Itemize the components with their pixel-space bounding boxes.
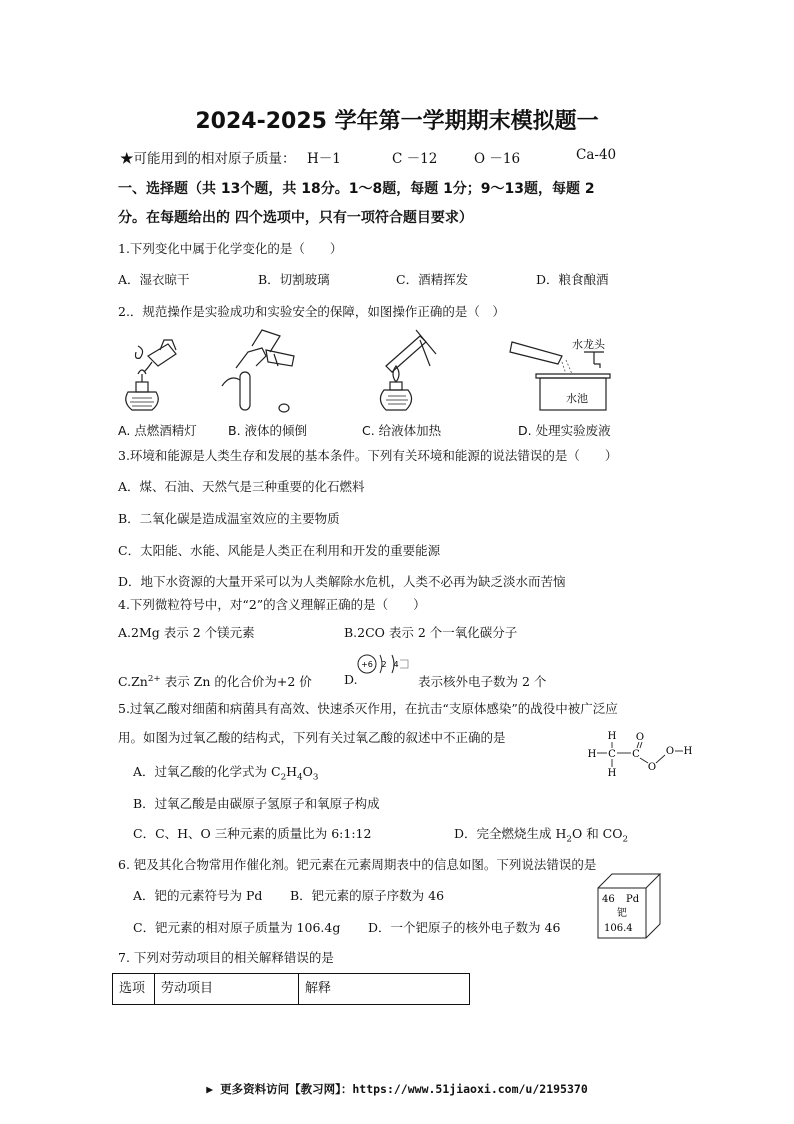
- q2-stem: 2.．规范操作是实验成功和实验安全的保障，如图操作正确的是（ ）: [118, 304, 505, 319]
- palladium-element-cell: [596, 872, 666, 940]
- peracetic-acid-structure: [586, 730, 726, 780]
- q5-option-d: D．完全燃烧生成 $H_2O$ 和 $CO_2$: [454, 826, 629, 845]
- q5-option-a: A．过氧乙酸的化学式为 $C_2H_4O_3$: [133, 764, 319, 783]
- q4-option-c: $C.Zn^{2+}$ 表示 Zn 的化合价为+2 价: [118, 673, 312, 689]
- q7-header-explanation: 解释: [305, 981, 332, 996]
- element-name: 钯: [617, 908, 627, 919]
- section-header-line2: 分。在每题给出的 四个选项中，只有一项符合题目要求）: [118, 210, 473, 226]
- q2-option-d: D. 处理实验废液: [518, 423, 611, 438]
- atom-shell-1: 2: [381, 660, 387, 669]
- atomic-mass-o: O －16: [474, 151, 521, 167]
- liquid-pouring-figure: [222, 326, 306, 418]
- svg-text:O: O: [665, 746, 675, 757]
- alcohol-lamp-lighting-figure: [118, 336, 188, 414]
- element-number: 46: [602, 894, 615, 905]
- svg-text:O: O: [647, 762, 657, 773]
- svg-text:C: C: [608, 749, 616, 760]
- svg-text:H: H: [587, 749, 597, 760]
- atomic-mass-c: C －12: [392, 151, 438, 167]
- q2-option-b: B. 液体的倾倒: [228, 423, 308, 438]
- tap-label: 水龙头: [572, 338, 605, 351]
- atom-structure-diagram: [356, 652, 416, 680]
- q3-option-b: B．二氧化碳是造成温室效应的主要物质: [118, 511, 340, 526]
- element-symbol: Pd: [626, 894, 640, 905]
- q1-option-d: D．粮食酿酒: [536, 272, 609, 287]
- q6-stem: 6. 钯及其化合物常用作催化剂。钯元素在元素周期表中的信息如图。下列说法错误的是: [118, 857, 597, 872]
- q5-option-c: C．C、H、O 三种元素的质量比为 6:1:12: [133, 826, 372, 841]
- q5-option-b: B．过氧乙酸是由碳原子氢原子和氧原子构成: [133, 796, 380, 811]
- svg-text:H: H: [607, 768, 617, 779]
- q4-stem: 4.下列微粒符号中，对“2”的含义理解正确的是（ ）: [118, 597, 426, 612]
- q7-header-option: 选项: [113, 974, 155, 1004]
- element-mass: 106.4: [604, 923, 633, 934]
- q7-table-header: [112, 973, 470, 1005]
- atomic-mass-h: H－1: [307, 151, 341, 167]
- q1-option-c: C．酒精挥发: [396, 272, 469, 287]
- atom-nucleus-charge: +6: [361, 660, 373, 669]
- q4-option-a: A.2Mg 表示 2 个镁元素: [118, 625, 255, 640]
- q3-option-c: C．太阳能、水能、风能是人类正在利用和开发的重要能源: [118, 543, 441, 558]
- page-title: 2024-2025 学年第一学期期末模拟题一: [195, 109, 599, 134]
- svg-text:O: O: [635, 732, 645, 743]
- footer-link[interactable]: ▶ 更多资料访问【教习网】：https://www.51jiaoxi.com/u/2195370: [206, 1082, 588, 1096]
- sink-label: 水池: [566, 392, 588, 405]
- q4-option-b: B.2CO 表示 2 个一氧化碳分子: [344, 625, 518, 640]
- q3-option-a: A．煤、石油、天然气是三种重要的化石燃料: [118, 479, 365, 494]
- q4-option-d-text: 表示核外电子数为 2 个: [418, 674, 547, 689]
- q3-option-d: D．地下水资源的大量开采可以为人类解除水危机，人类不必再为缺乏淡水而苦恼: [118, 574, 566, 589]
- q1-option-a: A．湿衣晾干: [118, 272, 190, 287]
- q6-option-d: D．一个钯原子的核外电子数为 46: [368, 920, 561, 935]
- q5-stem-line1: 5.过氧乙酸对细菌和病菌具有高效、快速杀灭作用，在抗击“支原体感染”的战役中被广泛应: [118, 701, 618, 716]
- liquid-heating-figure: [364, 326, 444, 416]
- q1-stem: 1.下列变化中属于化学变化的是（ ）: [118, 241, 343, 256]
- atomic-mass-ca: Ca-40: [576, 147, 617, 163]
- q7-stem: 7. 下列对劳动项目的相关解释错误的是: [118, 950, 334, 965]
- q5-stem-line2: 用。如图为过氧乙酸的结构式，下列有关过氧乙酸的叙述中不正确的是: [118, 730, 506, 745]
- q2-option-a: A. 点燃酒精灯: [118, 423, 197, 438]
- q7-header-task: 劳动项目: [155, 974, 299, 1004]
- q1-option-b: B．切割玻璃: [258, 272, 330, 287]
- q2-option-c: C. 给液体加热: [362, 423, 442, 438]
- atomic-mass-label: ★可能用到的相对原子质量：: [120, 151, 296, 167]
- q6-option-c: C．钯元素的相对原子质量为 106.4g: [133, 920, 341, 935]
- q3-stem: 3.环境和能源是人类生存和发展的基本条件。下列有关环境和能源的说法错误的是（ ）: [118, 448, 618, 463]
- q6-option-a: A．钯的元素符号为 Pd: [133, 888, 263, 903]
- atom-shell-2: 4: [393, 660, 399, 669]
- svg-text:H: H: [683, 746, 693, 757]
- svg-text:H: H: [607, 731, 617, 742]
- q6-option-b: B．钯元素的原子序数为 46: [290, 888, 445, 903]
- q4-option-d-prefix: D.: [344, 672, 358, 687]
- section-header-line1: 一、选择题（共 13个题，共 18分。1～8题，每题 1分；9～13题，每题 2: [118, 181, 595, 197]
- svg-text:C: C: [632, 749, 640, 760]
